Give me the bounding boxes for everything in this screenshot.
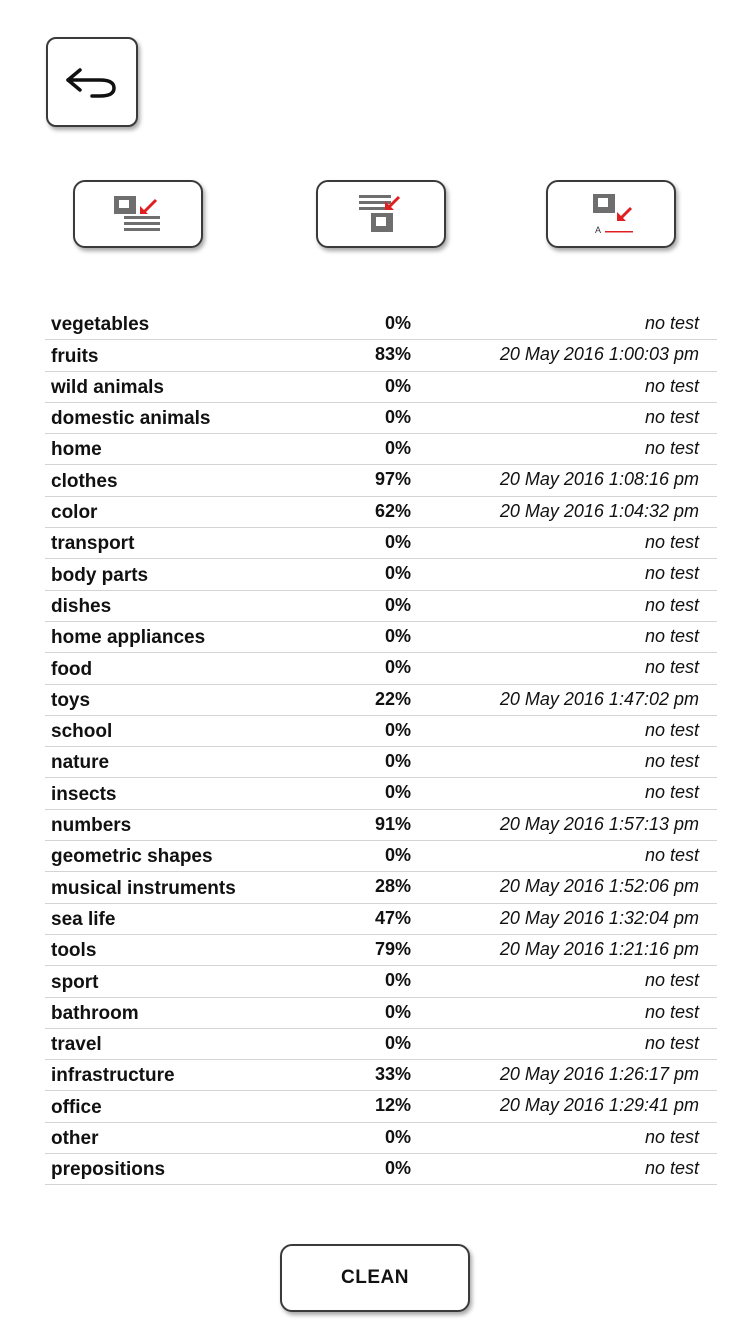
table-row (45, 998, 717, 1029)
category-score: 97% (374, 469, 411, 490)
category-name: fruits (51, 345, 99, 367)
last-test-date: 20 May 2016 1:08:16 pm (499, 469, 699, 490)
category-score: 79% (374, 938, 411, 959)
category-name: school (51, 721, 113, 743)
table-row (45, 559, 717, 590)
category-score: 47% (374, 907, 411, 928)
category-score: 0% (384, 313, 411, 333)
last-test-date: 20 May 2016 1:47:02 pm (499, 688, 699, 709)
table-row (45, 1154, 717, 1185)
category-score: 0% (384, 845, 411, 866)
category-score: 0% (384, 625, 411, 646)
category-name: sea life (51, 908, 116, 930)
last-test-date: no test (644, 845, 699, 866)
last-test-date: no test (644, 1126, 699, 1147)
category-name: bathroom (51, 1002, 139, 1024)
table-row (45, 872, 717, 903)
last-test-date: no test (644, 970, 699, 991)
category-name: domestic animals (51, 408, 211, 430)
category-name: wild animals (51, 376, 164, 398)
category-score: 0% (384, 563, 411, 584)
category-name: vegetables (51, 314, 150, 336)
table-row (45, 497, 717, 528)
last-test-date: 20 May 2016 1:57:13 pm (499, 813, 699, 834)
category-name: food (51, 658, 93, 680)
category-name: clothes (51, 470, 118, 492)
table-row (45, 653, 717, 684)
last-test-date: no test (644, 375, 699, 396)
table-row (45, 841, 717, 872)
table-row (45, 434, 717, 465)
category-score: 91% (374, 813, 411, 834)
category-score: 0% (384, 782, 411, 803)
last-test-date: no test (644, 1032, 699, 1053)
last-test-date: no test (644, 782, 699, 803)
last-test-date: no test (644, 532, 699, 553)
category-name: prepositions (51, 1159, 166, 1181)
last-test-date: no test (644, 1158, 699, 1179)
category-score: 28% (374, 876, 411, 897)
clean-button[interactable]: CLEAN (280, 1244, 470, 1312)
last-test-date: no test (644, 438, 699, 459)
category-name: musical instruments (51, 877, 236, 899)
category-name: sport (51, 971, 99, 993)
category-score: 0% (384, 532, 411, 553)
category-name: travel (51, 1034, 102, 1056)
last-test-date: no test (644, 563, 699, 584)
category-score: 0% (384, 375, 411, 396)
table-row (45, 403, 717, 434)
table-row (45, 465, 717, 496)
back-arrow-icon (62, 62, 122, 102)
category-score: 0% (384, 1001, 411, 1022)
last-test-date: 20 May 2016 1:29:41 pm (499, 1095, 699, 1116)
category-name: home (51, 439, 102, 461)
category-score: 0% (384, 657, 411, 678)
category-score: 22% (374, 688, 411, 709)
category-name: toys (51, 689, 91, 711)
category-score: 0% (384, 406, 411, 427)
category-name: office (51, 1096, 102, 1118)
table-row (45, 810, 717, 841)
last-test-date: no test (644, 313, 699, 333)
table-row (45, 966, 717, 997)
last-test-date: 20 May 2016 1:04:32 pm (499, 500, 699, 521)
table-row (45, 1091, 717, 1122)
table-row (45, 778, 717, 809)
category-name: body parts (51, 564, 149, 586)
category-score: 0% (384, 594, 411, 615)
svg-text:A: A (595, 225, 602, 235)
last-test-date: 20 May 2016 1:52:06 pm (499, 876, 699, 897)
last-test-date: no test (644, 594, 699, 615)
last-test-date: 20 May 2016 1:21:16 pm (499, 938, 699, 959)
back-button[interactable] (46, 37, 138, 127)
text-to-picture-mode-button[interactable] (316, 180, 446, 248)
table-row (45, 1123, 717, 1154)
table-row (45, 904, 717, 935)
last-test-date: no test (644, 625, 699, 646)
picture-to-letter-icon (583, 192, 639, 236)
category-name: transport (51, 533, 135, 555)
table-row (45, 340, 717, 371)
category-score: 0% (384, 719, 411, 740)
category-score: 62% (374, 500, 411, 521)
table-row (45, 622, 717, 653)
table-row (45, 716, 717, 747)
results-table (45, 309, 717, 1185)
category-score: 83% (374, 344, 411, 365)
table-row (45, 309, 717, 340)
last-test-date: no test (644, 719, 699, 740)
category-name: other (51, 1128, 99, 1150)
category-name: home appliances (51, 627, 206, 649)
category-name: color (51, 502, 98, 524)
category-score: 0% (384, 970, 411, 991)
picture-to-text-icon (110, 194, 166, 234)
last-test-date: 20 May 2016 1:32:04 pm (499, 907, 699, 928)
last-test-date: no test (644, 406, 699, 427)
picture-to-letter-mode-button[interactable] (546, 180, 676, 248)
last-test-date: 20 May 2016 1:26:17 pm (499, 1064, 699, 1085)
category-name: numbers (51, 815, 132, 837)
table-row (45, 747, 717, 778)
table-row (45, 1029, 717, 1060)
category-score: 0% (384, 438, 411, 459)
last-test-date: no test (644, 657, 699, 678)
category-score: 0% (384, 1126, 411, 1147)
table-row (45, 591, 717, 622)
category-name: nature (51, 752, 110, 774)
last-test-date: no test (644, 751, 699, 772)
last-test-date: no test (644, 1001, 699, 1022)
category-score: 12% (374, 1095, 411, 1116)
table-row (45, 528, 717, 559)
category-score: 0% (384, 751, 411, 772)
table-row (45, 372, 717, 403)
category-name: tools (51, 940, 97, 962)
last-test-date: 20 May 2016 1:00:03 pm (499, 344, 699, 365)
category-name: geometric shapes (51, 846, 213, 868)
category-name: dishes (51, 595, 112, 617)
text-to-picture-icon (353, 193, 409, 235)
table-row (45, 1060, 717, 1091)
category-name: infrastructure (51, 1065, 175, 1087)
category-score: 33% (374, 1064, 411, 1085)
category-name: insects (51, 783, 117, 805)
picture-to-text-mode-button[interactable] (73, 180, 203, 248)
category-score: 0% (384, 1158, 411, 1179)
table-row (45, 935, 717, 966)
table-row (45, 685, 717, 716)
category-score: 0% (384, 1032, 411, 1053)
